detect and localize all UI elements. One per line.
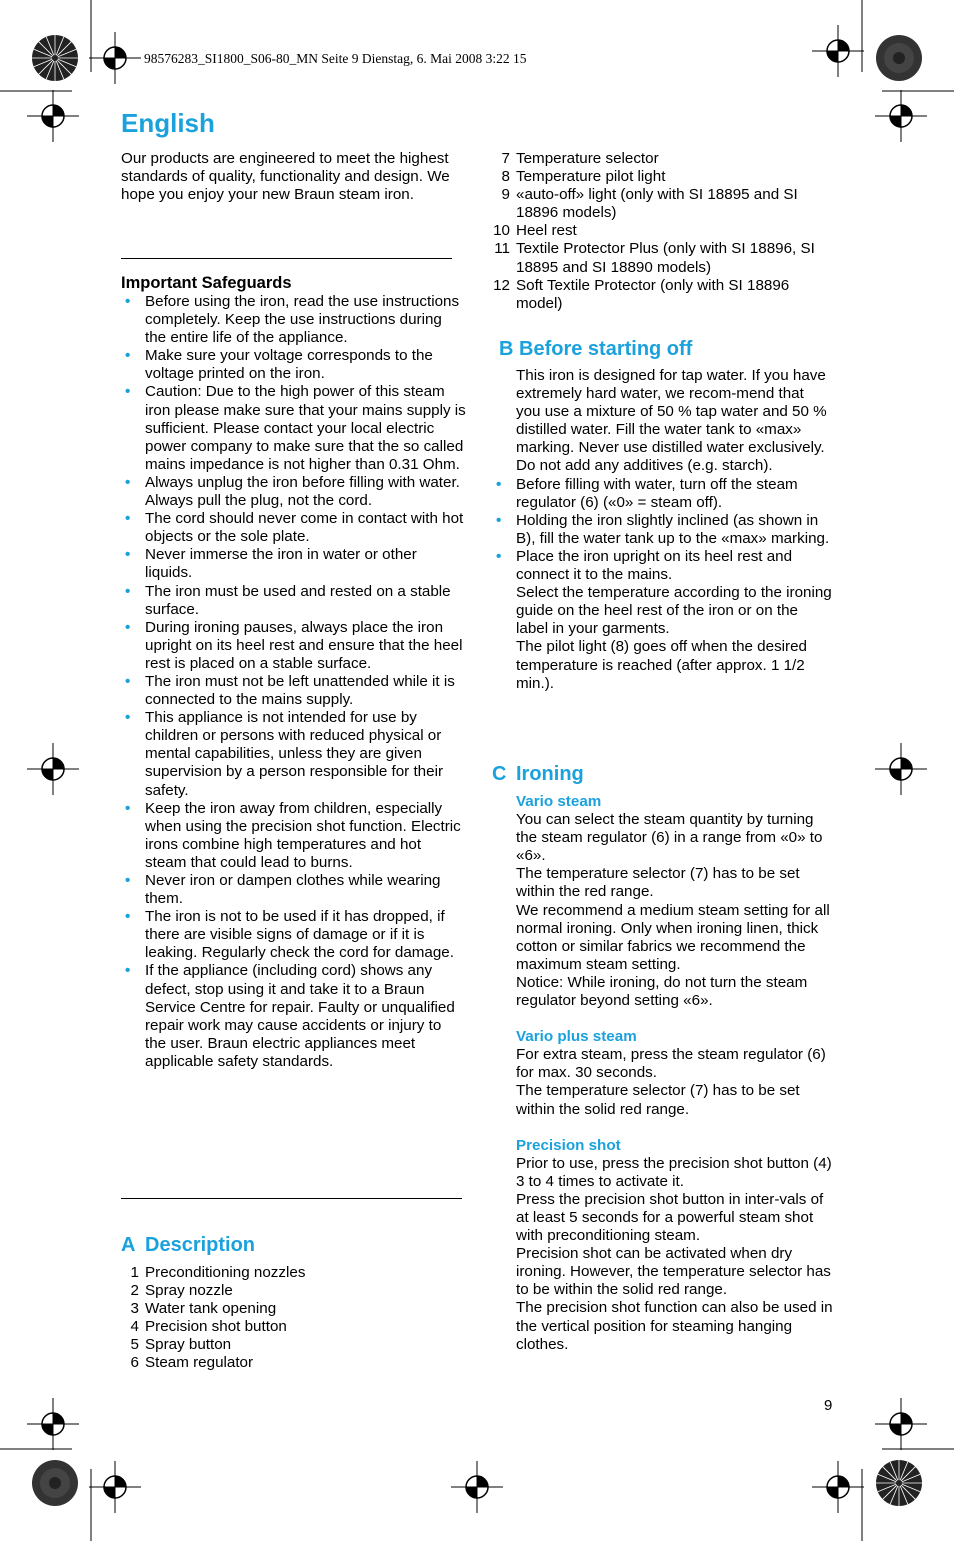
- section-title: Description: [145, 1234, 256, 1256]
- before-after-1: Select the temperature according to the ironing guide on the heel rest of the iron or on the label in your garments.: [516, 584, 832, 638]
- vario-steam-heading: Vario steam: [516, 793, 602, 810]
- item-number: 11: [494, 240, 510, 258]
- bullet-icon: •: [125, 293, 131, 310]
- list-item: [121, 383, 466, 473]
- item-number: 1: [130, 1264, 139, 1281]
- bullet-icon: •: [496, 475, 502, 493]
- list-item: [492, 476, 832, 512]
- starburst-mark-icon: [31, 1459, 79, 1507]
- starburst-mark-icon: [31, 34, 79, 82]
- description-item: [492, 168, 832, 186]
- bullet-icon: •: [125, 347, 131, 365]
- registration-mark-icon: [875, 90, 927, 142]
- page-number: 9: [824, 1397, 833, 1414]
- bullet-icon: •: [125, 672, 131, 690]
- list-item: [121, 709, 466, 799]
- list-item: [121, 673, 466, 709]
- list-item: [121, 583, 466, 619]
- vario-steam-p3: We recommend a medium steam setting for all normal ironing. Only when ironing linen, thick cotton or similar fabrics we recommend the maximum steam setting.: [516, 901, 830, 973]
- description-list-right: [492, 150, 832, 313]
- registration-mark-icon: [27, 743, 79, 795]
- registration-mark-icon: [451, 1461, 503, 1513]
- list-item-text: Before using the iron, read the use instructions completely. Keep the use instructions during the entire life of the appliance.: [145, 293, 460, 347]
- bullet-icon: •: [125, 473, 131, 491]
- item-label: Temperature selector: [516, 150, 659, 167]
- safeguards-heading: Important Safeguards: [121, 274, 292, 292]
- description-item: [121, 1300, 461, 1318]
- section-heading-description: [121, 1234, 255, 1257]
- item-number: 3: [130, 1300, 139, 1318]
- precision-heading: Precision shot: [516, 1136, 621, 1154]
- item-label: Spray button: [145, 1336, 232, 1354]
- registration-mark-icon: [27, 1398, 79, 1450]
- registration-mark-icon: [89, 1461, 141, 1513]
- item-number: 8: [501, 168, 510, 186]
- list-item-text: Caution: Due to the high power of this steam iron please make sure that your mains supply is sufficient. Please contact your local electric power company to make sure that the so called mains impedance is not higher than 0.31 Ohm.: [145, 383, 466, 473]
- list-item: [121, 347, 466, 383]
- bullet-icon: •: [125, 709, 131, 727]
- registration-mark-icon: [89, 32, 141, 84]
- list-item: [121, 872, 466, 908]
- intro-paragraph: Our products are engineered to meet the highest standards of quality, functionality and design. We hope you enjoy your new Braun steam iron.: [121, 150, 450, 204]
- bullet-icon: •: [125, 962, 131, 980]
- item-label: Precision shot button: [145, 1318, 287, 1336]
- vario-plus-p1: For extra steam, press the steam regulator (6) for max. 30 seconds.: [516, 1046, 826, 1082]
- bullet-icon: •: [125, 872, 131, 889]
- list-item: [121, 908, 466, 962]
- description-item: [492, 150, 832, 168]
- vario-plus-p2: The temperature selector (7) has to be set within the solid red range.: [516, 1082, 800, 1118]
- section-heading-before: [499, 338, 692, 361]
- page-title: English: [121, 108, 215, 138]
- description-list-left: [121, 1264, 461, 1373]
- item-label: Soft Textile Protector (only with SI 18896 model): [516, 276, 790, 312]
- bullet-icon: •: [125, 582, 131, 600]
- description-item: [492, 240, 832, 276]
- list-item-text: Make sure your voltage corresponds to the voltage printed on the iron.: [145, 347, 433, 383]
- list-item-text: Always unplug the iron before filling with water. Always pull the plug, not the cord.: [145, 473, 460, 510]
- precision-p3: Precision shot can be activated when dry ironing. However, the temperature selector has to be within the solid red range.: [516, 1245, 831, 1299]
- before-bullets: [492, 476, 832, 585]
- description-item: [492, 222, 832, 240]
- section-letter: A: [121, 1234, 136, 1256]
- registration-mark-icon: [875, 743, 927, 795]
- item-label: Preconditioning nozzles: [145, 1264, 306, 1281]
- vario-steam-p1: You can select the steam quantity by turning the steam regulator (6) in a range from «0» to «6».: [516, 811, 823, 865]
- description-item: [121, 1354, 461, 1372]
- item-number: 12: [493, 276, 510, 294]
- registration-mark-icon: [875, 1398, 927, 1450]
- list-item: [121, 962, 466, 1071]
- item-label: Steam regulator: [145, 1354, 254, 1372]
- starburst-mark-icon: [875, 34, 923, 82]
- list-item-text: Never iron or dampen clothes while wearing them.: [145, 872, 441, 908]
- description-item: [121, 1264, 461, 1282]
- list-item: [121, 800, 466, 872]
- list-item: [492, 512, 832, 548]
- before-after-2: The pilot light (8) goes off when the desired temperature is reached (after approx. 1 1/2 min.).: [516, 638, 807, 692]
- before-section: [492, 367, 832, 693]
- registration-mark-icon: [27, 90, 79, 142]
- list-item-text: This appliance is not intended for use by children or persons with reduced physical or mental capabilities, unless they are given supervision by a person responsible for their safety.: [145, 709, 444, 799]
- safeguards-list: [121, 293, 466, 1071]
- section-title: Before starting off: [519, 338, 693, 360]
- list-item-text: The cord should never come in contact with hot objects or the sole plate.: [145, 510, 464, 546]
- item-number: 7: [501, 150, 510, 167]
- list-item-text: The iron must be used and rested on a stable surface.: [145, 582, 451, 618]
- list-item: [492, 548, 832, 584]
- bullet-icon: •: [125, 546, 131, 564]
- list-item-text: Before filling with water, turn off the steam regulator (6) («0» = steam off).: [516, 475, 798, 511]
- item-number: 2: [130, 1282, 139, 1300]
- safeguards-section: [121, 274, 466, 1071]
- item-label: Spray nozzle: [145, 1282, 233, 1300]
- ironing-section: [516, 793, 834, 1354]
- bullet-icon: •: [125, 510, 131, 528]
- bullet-icon: •: [125, 799, 131, 817]
- description-item: [492, 277, 832, 313]
- section-heading-ironing: [492, 763, 584, 786]
- list-item-text: Holding the iron slightly inclined (as shown in B), fill the water tank up to the «max» marking.: [516, 511, 830, 547]
- list-item: [121, 293, 466, 347]
- bullet-icon: •: [125, 618, 131, 636]
- vario-plus-heading: Vario plus steam: [516, 1028, 637, 1046]
- starburst-mark-icon: [875, 1459, 923, 1507]
- list-item: [121, 510, 466, 546]
- list-item-text: During ironing pauses, always place the iron upright on its heel rest and ensure that the heel rest is placed on a stable surface.: [145, 618, 463, 672]
- before-intro: This iron is designed for tap water. If you have extremely hard water, we recom-mend that you use a mixture of 50 % tap water and 50 % distilled water. Fill the water tank to «max» marking. Never use distilled water exclusively. Do not add any additives (e.g. starch).: [516, 367, 827, 475]
- precision-p4: The precision shot function can also be used in the vertical position for steaming hanging clothes.: [516, 1299, 833, 1353]
- item-number: 4: [130, 1318, 139, 1336]
- item-label: Water tank opening: [145, 1300, 277, 1318]
- list-item-text: Place the iron upright on its heel rest and connect it to the mains.: [516, 547, 793, 584]
- item-number: 9: [501, 186, 510, 204]
- item-label: Heel rest: [516, 222, 577, 240]
- section-title: Ironing: [516, 763, 584, 785]
- registration-mark-icon: [812, 25, 864, 77]
- bullet-icon: •: [496, 547, 502, 565]
- description-item: [121, 1282, 461, 1300]
- print-slug: 98576283_SI1800_S06-80_MN Seite 9 Dienstag, 6. Mai 2008 3:22 15: [144, 51, 527, 66]
- item-label: Temperature pilot light: [516, 168, 666, 186]
- precision-p1: Prior to use, press the precision shot button (4) 3 to 4 times to activate it.: [516, 1154, 832, 1190]
- list-item: [121, 474, 466, 510]
- list-item-text: The iron is not to be used if it has dropped, if there are visible signs of damage or if it is leaking. Regularly check the cord for damage.: [145, 908, 454, 962]
- vario-steam-p2: The temperature selector (7) has to be set within the red range.: [516, 865, 800, 901]
- bullet-icon: •: [125, 908, 131, 926]
- divider: [121, 258, 452, 259]
- list-item-text: If the appliance (including cord) shows any defect, stop using it and take it to a Braun Service Centre for repair. Faulty or unqualified repair work may cause accidents or injury to the user. Braun electric appliances meet applicable safety standards.: [145, 962, 455, 1070]
- list-item-text: The iron must not be left unattended while it is connected to the mains supply.: [145, 672, 455, 709]
- registration-mark-icon: [812, 1461, 864, 1513]
- description-item: [121, 1318, 461, 1336]
- divider: [121, 1198, 462, 1199]
- item-number: 10: [493, 222, 510, 240]
- item-label: «auto-off» light (only with SI 18895 and SI 18896 models): [516, 186, 798, 222]
- list-item: [121, 619, 466, 673]
- bullet-icon: •: [125, 383, 131, 401]
- list-item-text: Keep the iron away from children, especially when using the precision shot function. Electric irons combine high temperatures and hot steam that could lead to burns.: [145, 799, 461, 871]
- description-item: [492, 186, 832, 222]
- description-item: [121, 1336, 461, 1354]
- bullet-icon: •: [496, 511, 502, 529]
- list-item: [121, 546, 466, 582]
- section-letter: B: [499, 338, 514, 360]
- item-label: Textile Protector Plus (only with SI 18896, SI 18895 and SI 18890 models): [516, 240, 815, 276]
- item-number: 5: [130, 1336, 139, 1354]
- item-number: 6: [130, 1354, 139, 1372]
- list-item-text: Never immerse the iron in water or other liquids.: [145, 546, 417, 582]
- section-letter: C: [492, 763, 507, 785]
- vario-steam-p4: Notice: While ironing, do not turn the steam regulator beyond setting «6».: [516, 973, 808, 1010]
- precision-p2: Press the precision shot button in inter-vals of at least 5 seconds for a powerful steam shot with preconditioning steam.: [516, 1190, 824, 1245]
